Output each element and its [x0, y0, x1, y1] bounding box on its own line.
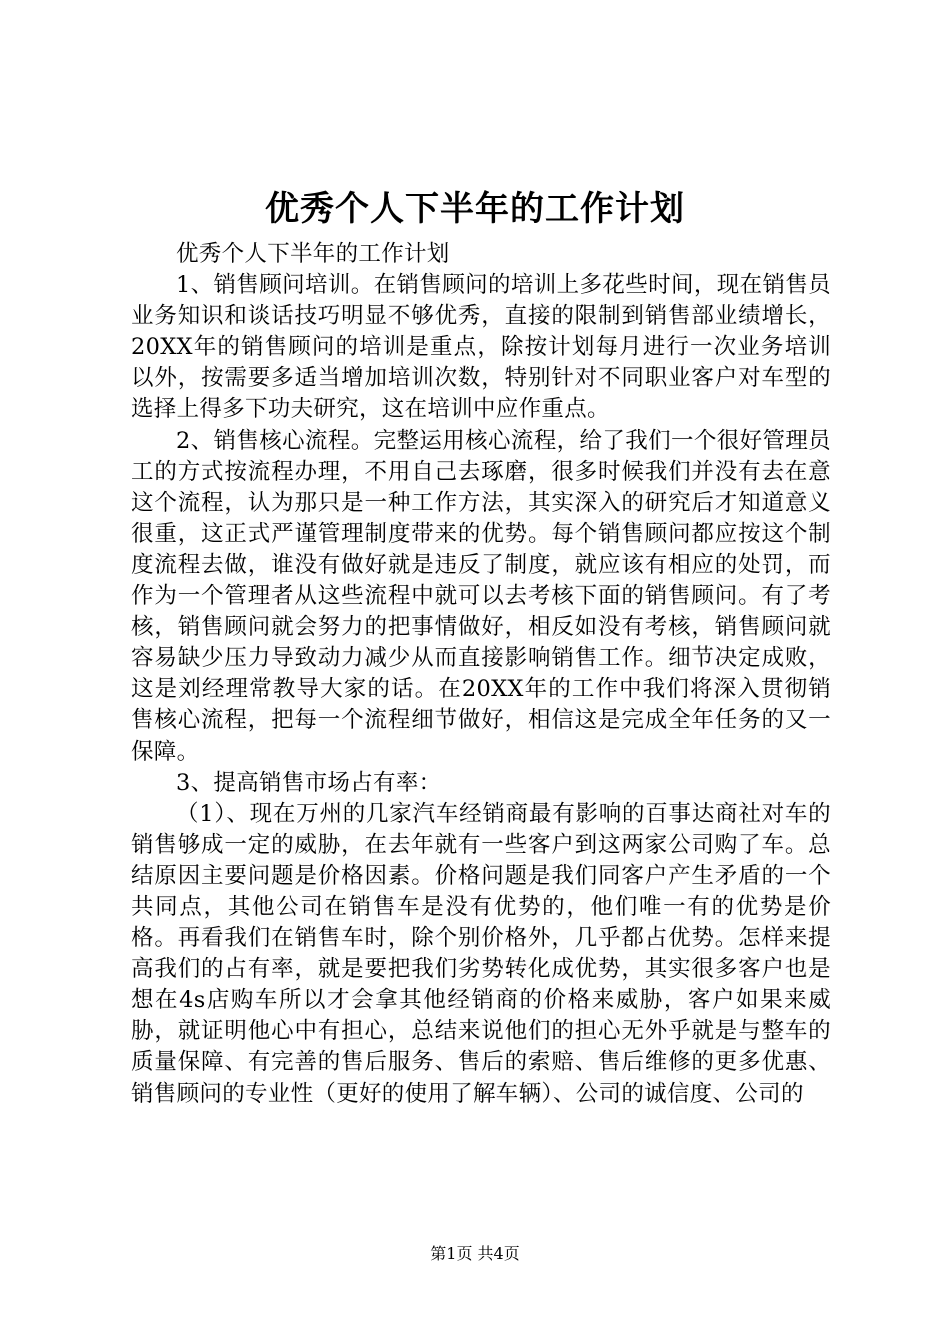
page-footer: 第1页 共4页: [430, 1244, 520, 1263]
paragraph-3: 3、提高销售市场占有率：: [176, 769, 442, 796]
paragraph-2: 2、销售核心流程。完整运用核心流程，给了我们一个很好管理员工的方式按流程办理，不用自己去琢磨，很多时候我们并没有去在意这个流程，认为那只是一种工作方法，其实深入的研究后才知道意义很重，这正式严谨管理制度带来的优势。每个销售顾问都应按这个制度流程去做，谁没有做好就是违反了制度，就应该有相应的处罚，而作为一个管理者从这些流程中就可以去考核下面的销售顾问。有了考核，销售顾问就会努力的把事情做好，相反如没有考核，销售顾问就容易缺少压力导致动力减少从而直接影响销售工作。细节决定成败，这是刘经理常教导大家的话。在20XX年的工作中我们将深入贯彻销售核心流程，把每一个流程细节做好，相信这是完成全年任务的又一保障。: [131, 427, 831, 765]
paragraph-1: 1、销售顾问培训。在销售顾问的培训上多花些时间，现在销售员业务知识和谈话技巧明显不够优秀，直接的限制到销售部业绩增长，20XX年的销售顾问的培训是重点，除按计划每月进行一次业务培训以外，按需要多适当增加培训次数，特别针对不同职业客户对车型的选择上得多下功夫研究，这在培训中应作重点。: [131, 272, 831, 423]
paragraph-4: （1）、现在万州的几家汽车经销商最有影响的百事达商社对车的销售够成一定的威胁，在去年就有一些客户到这两家公司购了车。总结原因主要问题是价格因素。价格问题是我们同客户产生矛盾的一个共同点，其他公司在销售车是没有优势的，他们唯一有的优势是价格。再看我们在销售车时，除个别价格外，几乎都占优势。怎样来提高我们的占有率，就是要把我们劣势转化成优势，其实很多客户也是想在4s店购车所以才会拿其他经销商的价格来威胁，客户如果来威胁，就证明他心中有担心，总结来说他们的担心无外乎就是与整车的质量保障、有完善的售后服务、售后的索赔、售后维修的更多优惠、销售顾问的专业性（更好的使用了解车辆）、公司的诚信度、公司的: [131, 800, 831, 1107]
document-body: [131, 239, 831, 1110]
document-title: 优秀个人下半年的工作计划: [265, 189, 685, 229]
paragraph-heading: 优秀个人下半年的工作计划: [176, 241, 450, 267]
